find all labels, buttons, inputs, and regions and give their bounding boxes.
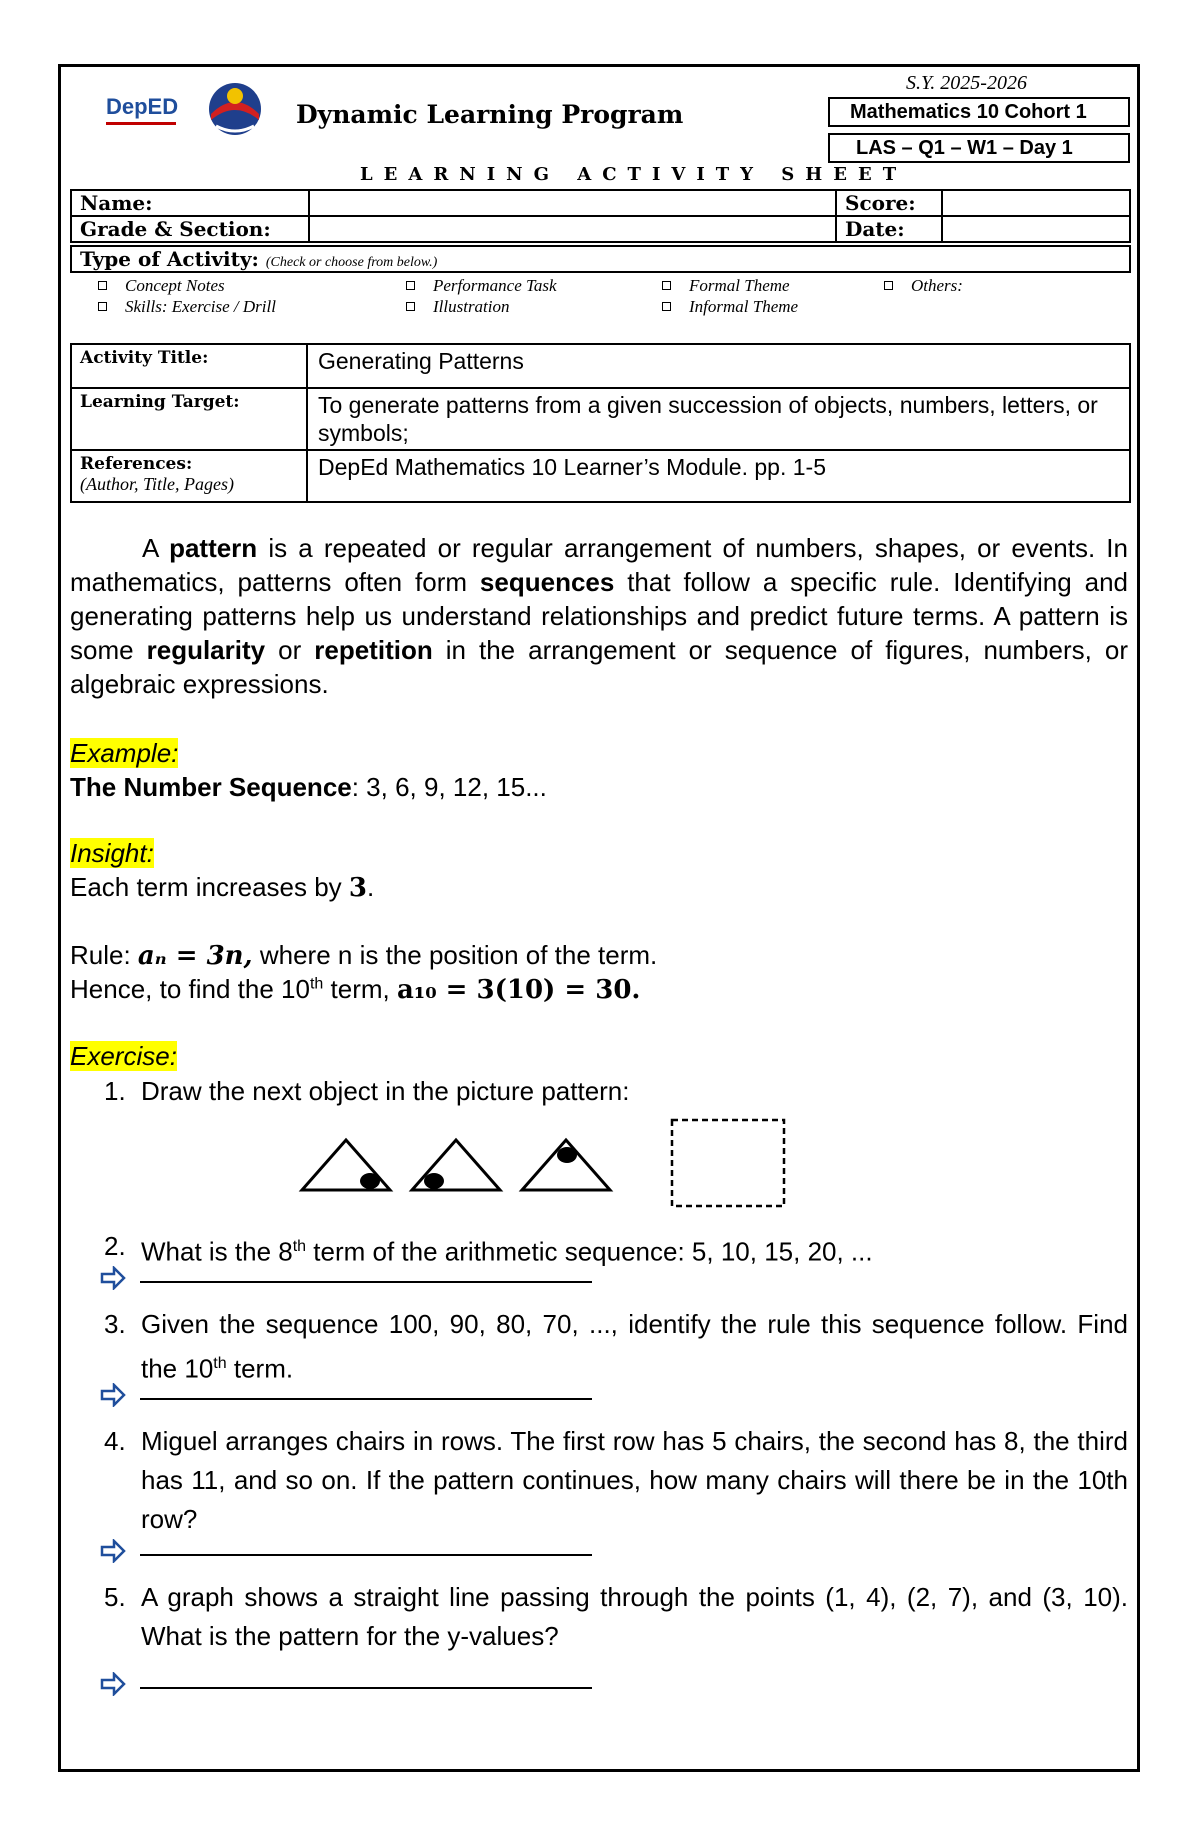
checkbox[interactable] bbox=[662, 281, 671, 290]
question-2: 2. What is the 8th term of the arithmetic sequence: 5, 10, 15, 20, ... bbox=[104, 1231, 873, 1267]
bagong-pilipinas-logo bbox=[206, 80, 264, 138]
checkbox[interactable] bbox=[406, 302, 415, 311]
learning-target-value: To generate patterns from a given succession of objects, numbers, letters, or symbols; bbox=[307, 388, 1130, 450]
grade-field[interactable] bbox=[309, 216, 836, 242]
question-3: 3. Given the sequence 100, 90, 80, 70, ..., identify the rule this sequence follow. Find the 10th term. bbox=[104, 1309, 1128, 1384]
arrow-icon bbox=[100, 1539, 126, 1570]
answer-line-2[interactable] bbox=[140, 1281, 592, 1283]
references-label: References: (Author, Title, Pages) bbox=[71, 450, 307, 502]
answer-line-3[interactable] bbox=[140, 1398, 592, 1400]
option-concept-notes[interactable]: Concept Notes bbox=[98, 276, 225, 296]
option-informal-theme[interactable]: Informal Theme bbox=[662, 297, 798, 317]
rule-formula: aₙ = 3n, bbox=[137, 941, 253, 971]
question-4: 4. Miguel arranges chairs in rows. The first row has 5 chairs, the second has 8, the third has 11, and so on. If the pattern continues, how many chairs will there be in the 10th row? bbox=[104, 1426, 1128, 1534]
deped-logo bbox=[106, 92, 184, 132]
arrow-icon bbox=[100, 1266, 126, 1297]
triangle-1 bbox=[302, 1140, 390, 1190]
option-others[interactable]: Others: bbox=[884, 276, 963, 296]
subject-box: Mathematics 10 Cohort 1 bbox=[828, 97, 1130, 127]
sheet-title: LEARNING ACTIVITY SHEET bbox=[360, 164, 908, 185]
hence-formula: a₁₀ = 3(10) = 30. bbox=[396, 975, 641, 1005]
picture-pattern bbox=[296, 1118, 792, 1210]
example-sequence: The Number Sequence: 3, 6, 9, 12, 15... bbox=[70, 772, 547, 802]
activity-title-label: Activity Title: bbox=[71, 344, 307, 388]
insight-hence: Hence, to find the 10th term, a₁₀ = 3(10) = 30. bbox=[70, 974, 641, 1005]
answer-line-5[interactable] bbox=[140, 1687, 592, 1689]
program-title: Dynamic Learning Program bbox=[296, 100, 684, 129]
activity-title-value: Generating Patterns bbox=[307, 344, 1130, 388]
question-5: 5. A graph shows a straight line passing through the points (1, 4), (2, 7), and (3, 10). What is the pattern for the y-values? bbox=[104, 1582, 1128, 1651]
option-performance-task[interactable]: Performance Task bbox=[406, 276, 557, 296]
arrow-icon bbox=[100, 1672, 126, 1703]
activity-type-row bbox=[70, 245, 1131, 273]
term-sequences: sequences bbox=[479, 567, 615, 597]
example-heading: Example: bbox=[70, 738, 179, 768]
type-label: Type of Activity: bbox=[80, 247, 259, 271]
option-skills[interactable]: Skills: Exercise / Drill bbox=[98, 297, 276, 317]
las-code-box: LAS – Q1 – W1 – Day 1 bbox=[828, 133, 1130, 163]
insight-heading: Insight: bbox=[70, 838, 154, 868]
date-label: Date: bbox=[836, 216, 942, 242]
intro-paragraph: A pattern is a repeated or regular arrangement of numbers, shapes, or events. In mathematics, patterns often form sequences that follow a specific rule. Identifying and generating patterns help us understand relationships and predict future terms. A pattern is some regularity or repetition in the arrangement or sequence of figures, numbers, or algebraic expressions. bbox=[70, 533, 1128, 699]
answer-box[interactable] bbox=[672, 1120, 784, 1206]
exercise-heading: Exercise: bbox=[70, 1041, 177, 1071]
type-hint: (Check or choose from below.) bbox=[265, 255, 438, 270]
references-value: DepEd Mathematics 10 Learner’s Module. pp. 1-5 bbox=[307, 450, 1130, 502]
checkbox[interactable] bbox=[98, 302, 107, 311]
checkbox[interactable] bbox=[98, 281, 107, 290]
insight-text: Each term increases by 3. bbox=[70, 872, 375, 903]
name-field[interactable] bbox=[309, 190, 836, 216]
grade-label: Grade & Section: bbox=[71, 216, 309, 242]
checkbox[interactable] bbox=[884, 281, 893, 290]
option-illustration[interactable]: Illustration bbox=[406, 297, 510, 317]
question-1: 1. Draw the next object in the picture pattern: bbox=[104, 1076, 630, 1106]
score-label: Score: bbox=[836, 190, 942, 216]
term-pattern: pattern bbox=[169, 533, 258, 563]
option-formal-theme[interactable]: Formal Theme bbox=[662, 276, 790, 296]
triangle-2 bbox=[412, 1140, 500, 1190]
activity-table bbox=[70, 343, 1131, 503]
term-repetition: repetition bbox=[314, 635, 433, 665]
triangle-3 bbox=[522, 1140, 610, 1190]
term-regularity: regularity bbox=[146, 635, 266, 665]
school-year: S.Y. 2025-2026 bbox=[906, 72, 1027, 94]
insight-rule: Rule: aₙ = 3n, where n is the position of the term. bbox=[70, 940, 658, 971]
answer-line-4[interactable] bbox=[140, 1554, 592, 1556]
checkbox[interactable] bbox=[662, 302, 671, 311]
checkbox[interactable] bbox=[406, 281, 415, 290]
date-field[interactable] bbox=[942, 216, 1130, 242]
references-sub: (Author, Title, Pages) bbox=[80, 474, 234, 494]
deped-logo-text: DepED bbox=[106, 94, 179, 119]
arrow-icon bbox=[100, 1383, 126, 1414]
student-info-table bbox=[70, 189, 1131, 243]
learning-target-label: Learning Target: bbox=[71, 388, 307, 450]
score-field[interactable] bbox=[942, 190, 1130, 216]
name-label: Name: bbox=[71, 190, 309, 216]
